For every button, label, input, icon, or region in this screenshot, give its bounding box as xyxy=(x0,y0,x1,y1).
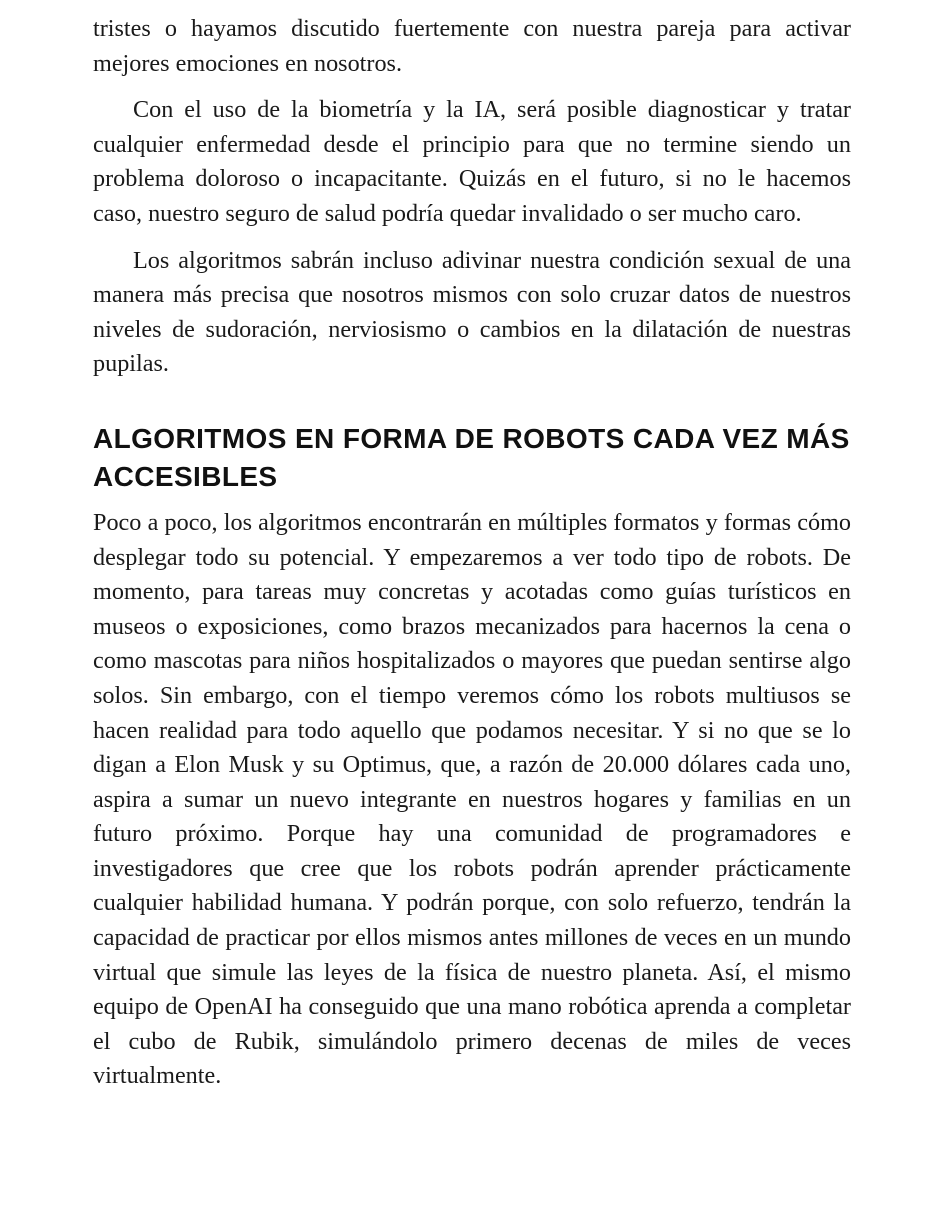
paragraph-algorithms: Los algoritmos sabrán incluso adivinar nuestra condición sexual de una manera más precisa que nosotros mismos con solo cruzar datos de nuestros niveles de sudoración, nerviosismo o cambios en la dilatación de nuestras pupilas. xyxy=(93,246,851,378)
paragraph-robots: Poco a poco, los algoritmos encontrarán en múltiples formatos y formas cómo desplegar todo su potencial. Y empezaremos a ver todo tipo de robots. De momento, para tareas muy concretas y acotadas como guías turísticos en museos o exposiciones, como brazos mecanizados para hacernos la cena o como mascotas para niños hospitalizados o mayores que puedan sentirse algo solos. Sin embargo, con el tiempo veremos cómo los robots multiusos se hacen realidad para todo aquello que podamos necesitar. Y si no que se lo digan a Elon Musk y su Optimus, que, a razón de 20.000 dólares cada uno, aspira a sumar un nuevo integrante en nuestros hogares y familias en un futuro próximo. Porque hay una comunidad de programadores e investigadores que cree que los robots podrán aprender prácticamente cualquier habilidad humana. Y podrán porque, con solo refuerzo, tendrán la capacidad de practicar por ellos mismos antes millones de veces en un mundo virtual que simule las leyes de la física de nuestro planeta. Así, el mismo equipo de OpenAI ha conseguido que una mano robótica aprenda a completar el cubo de Rubik, simulándolo primero decenas de miles de veces virtualmente. xyxy=(93,508,851,1090)
book-page xyxy=(93,12,851,1094)
paragraph-continuation: tristes o hayamos discutido fuertemente con nuestra pareja para activar mejores emociones en nosotros. xyxy=(93,15,851,77)
paragraph-biometrics: Con el uso de la biometría y la IA, será posible diagnosticar y tratar cualquier enfermedad desde el principio para que no termine siendo un problema doloroso o incapacitante. Quizás en el futuro, si no le hacemos caso, nuestro seguro de salud podría quedar invalidado o ser mucho caro. xyxy=(93,96,851,227)
section-heading: ALGORITMOS EN FORMA DE ROBOTS CADA VEZ MÁS ACCESIBLES xyxy=(93,422,850,492)
